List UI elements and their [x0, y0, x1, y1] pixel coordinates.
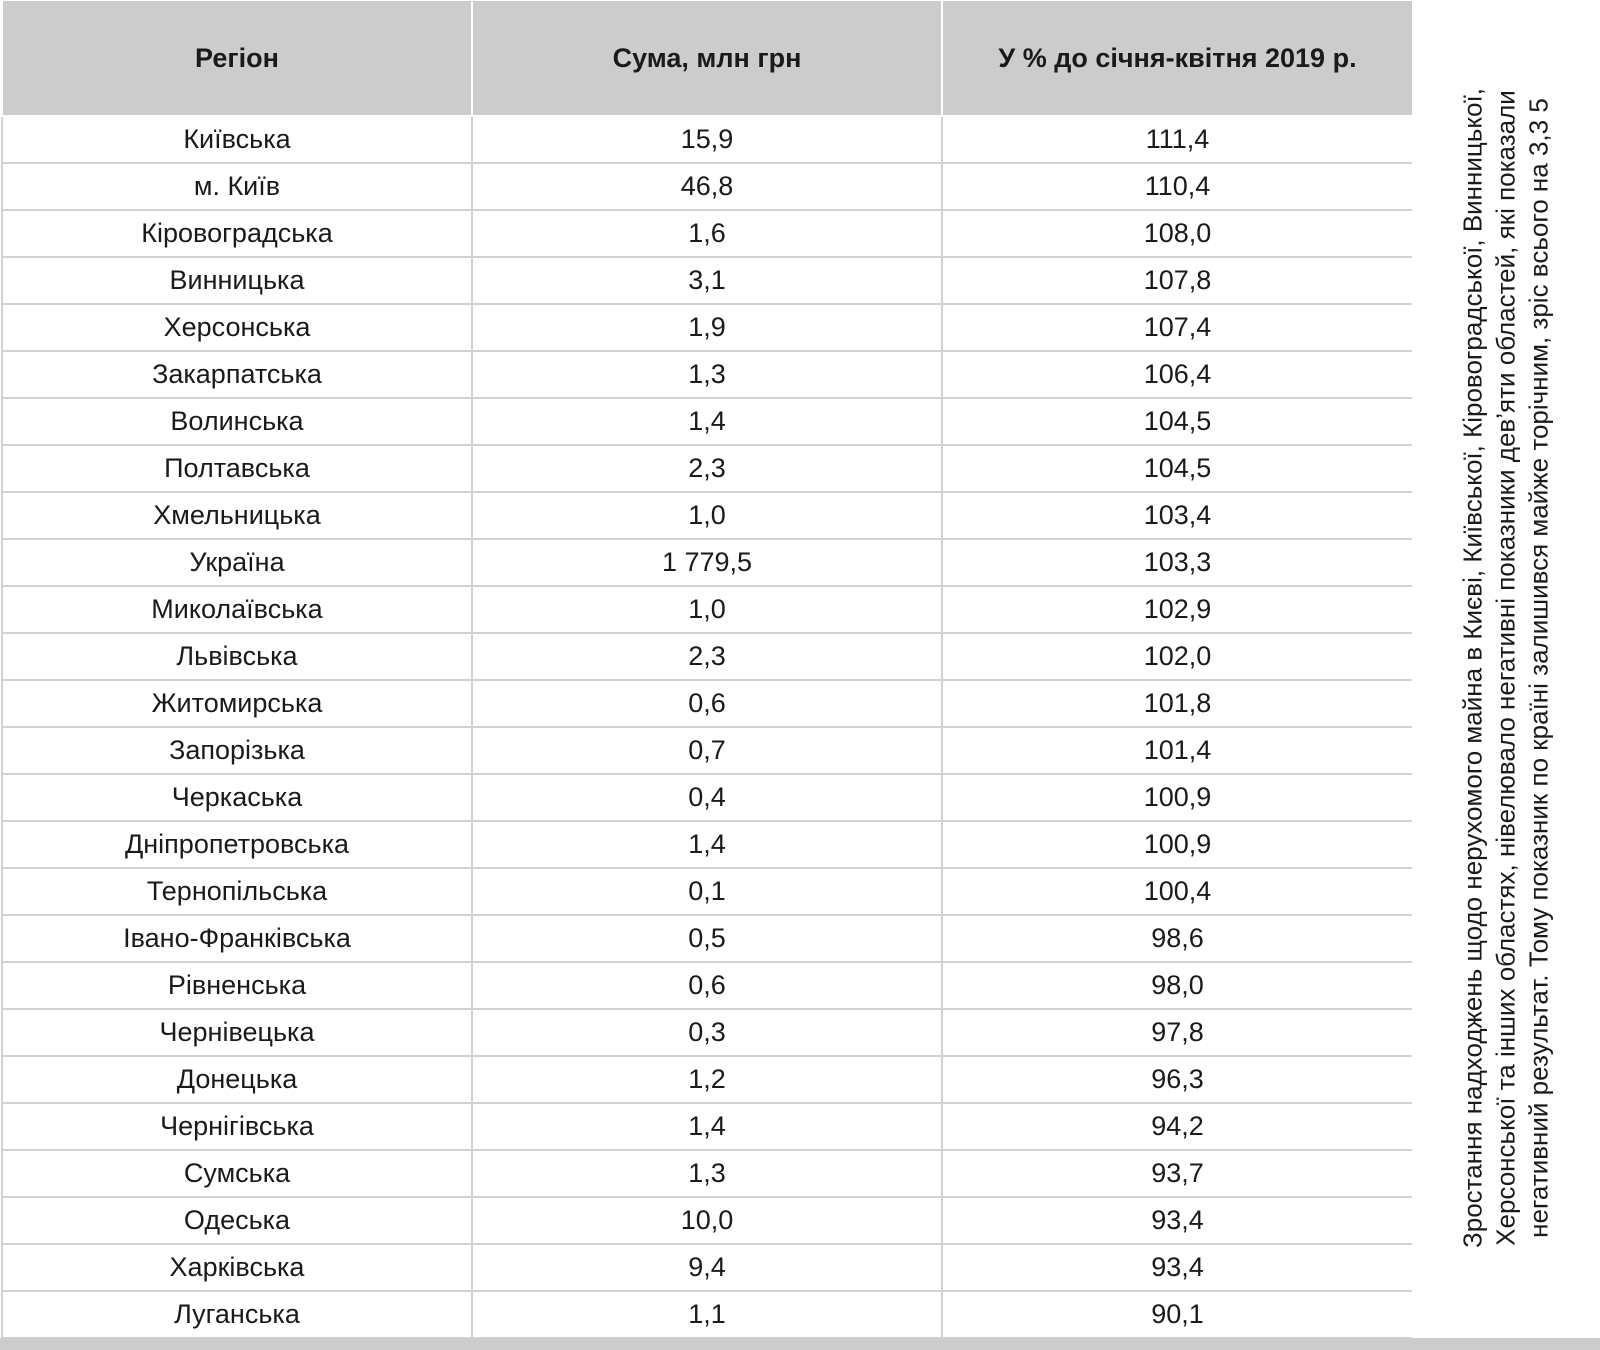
cell-amount: 3,1 [472, 257, 942, 304]
table-row [2, 962, 1413, 1009]
cell-region: Луганська [2, 1291, 472, 1338]
cell-amount: 0,1 [472, 868, 942, 915]
table-row [2, 257, 1413, 304]
cell-percent: 104,5 [942, 445, 1413, 492]
cell-region: Черкаська [2, 774, 472, 821]
cell-region: Кіровоградська [2, 210, 472, 257]
cell-percent: 93,4 [942, 1244, 1413, 1291]
cell-percent: 96,3 [942, 1056, 1413, 1103]
cell-region: Полтавська [2, 445, 472, 492]
cell-amount: 0,6 [472, 962, 942, 1009]
table-row [2, 680, 1413, 727]
cell-region: Рівненська [2, 962, 472, 1009]
side-note-panel [1412, 0, 1600, 1338]
cell-percent: 103,4 [942, 492, 1413, 539]
cell-amount: 0,3 [472, 1009, 942, 1056]
cell-amount: 1,4 [472, 821, 942, 868]
cell-percent: 93,7 [942, 1150, 1413, 1197]
cell-amount: 1,0 [472, 586, 942, 633]
cell-amount: 1,4 [472, 398, 942, 445]
table-row [2, 351, 1413, 398]
cell-region: Львівська [2, 633, 472, 680]
bottom-border [0, 1338, 1600, 1350]
table-row [2, 1150, 1413, 1197]
table-row [2, 915, 1413, 962]
cell-percent: 94,2 [942, 1103, 1413, 1150]
cell-percent: 111,4 [942, 116, 1413, 163]
cell-region: Закарпатська [2, 351, 472, 398]
cell-region: Івано-Франківська [2, 915, 472, 962]
table-row [2, 445, 1413, 492]
cell-amount: 15,9 [472, 116, 942, 163]
column-header-amount: Сума, млн грн [472, 1, 942, 116]
cell-region: Донецька [2, 1056, 472, 1103]
cell-amount: 0,5 [472, 915, 942, 962]
cell-percent: 97,8 [942, 1009, 1413, 1056]
table-row [2, 210, 1413, 257]
table-row [2, 304, 1413, 351]
table-body [2, 116, 1413, 1338]
table-row [2, 633, 1413, 680]
side-note-text: Зростання надходжень щодо нерухомого майна в Києві, Київської, Кіровоградської, Винницької, Херсонської та інших областях, нівелювало негативні показники дев’яти областей, які показали негативний результат. Тому показник по країні залишився майже торічним, зріс всього на 3,3 5 [1457, 88, 1554, 1248]
cell-percent: 93,4 [942, 1197, 1413, 1244]
cell-amount: 0,4 [472, 774, 942, 821]
cell-percent: 107,4 [942, 304, 1413, 351]
cell-amount: 1,6 [472, 210, 942, 257]
cell-region: Україна [2, 539, 472, 586]
cell-percent: 110,4 [942, 163, 1413, 210]
cell-region: Чернігівська [2, 1103, 472, 1150]
cell-percent: 108,0 [942, 210, 1413, 257]
cell-amount: 1,0 [472, 492, 942, 539]
cell-percent: 102,0 [942, 633, 1413, 680]
cell-percent: 100,4 [942, 868, 1413, 915]
cell-region: Волинська [2, 398, 472, 445]
cell-region: Київська [2, 116, 472, 163]
cell-amount: 1,2 [472, 1056, 942, 1103]
cell-region: Запорізька [2, 727, 472, 774]
cell-amount: 1,4 [472, 1103, 942, 1150]
cell-amount: 1,3 [472, 351, 942, 398]
table-row [2, 116, 1413, 163]
cell-percent: 102,9 [942, 586, 1413, 633]
cell-region: Миколаївська [2, 586, 472, 633]
regions-table [1, 1, 1414, 1339]
table-row [2, 1244, 1413, 1291]
table-row [2, 868, 1413, 915]
cell-amount: 1,3 [472, 1150, 942, 1197]
cell-amount: 10,0 [472, 1197, 942, 1244]
cell-region: Сумська [2, 1150, 472, 1197]
cell-region: Дніпропетровська [2, 821, 472, 868]
cell-amount: 2,3 [472, 445, 942, 492]
cell-percent: 101,4 [942, 727, 1413, 774]
column-header-region: Регіон [2, 1, 472, 116]
cell-amount: 1 779,5 [472, 539, 942, 586]
table-row [2, 1197, 1413, 1244]
cell-region: Житомирська [2, 680, 472, 727]
table-row [2, 1056, 1413, 1103]
table-row [2, 586, 1413, 633]
cell-amount: 0,7 [472, 727, 942, 774]
table-row [2, 539, 1413, 586]
cell-percent: 100,9 [942, 774, 1413, 821]
cell-region: Харківська [2, 1244, 472, 1291]
cell-region: Херсонська [2, 304, 472, 351]
cell-percent: 98,0 [942, 962, 1413, 1009]
cell-region: Чернівецька [2, 1009, 472, 1056]
table-row [2, 163, 1413, 210]
cell-percent: 90,1 [942, 1291, 1413, 1338]
cell-percent: 107,8 [942, 257, 1413, 304]
table-row [2, 492, 1413, 539]
cell-region: Хмельницька [2, 492, 472, 539]
cell-amount: 1,1 [472, 1291, 942, 1338]
table-row [2, 821, 1413, 868]
cell-amount: 0,6 [472, 680, 942, 727]
cell-region: Одеська [2, 1197, 472, 1244]
cell-amount: 2,3 [472, 633, 942, 680]
cell-percent: 101,8 [942, 680, 1413, 727]
cell-region: Винницька [2, 257, 472, 304]
column-header-percent: У % до січня-квітня 2019 р. [942, 1, 1413, 116]
cell-amount: 1,9 [472, 304, 942, 351]
cell-percent: 103,3 [942, 539, 1413, 586]
table-row [2, 727, 1413, 774]
table-row [2, 398, 1413, 445]
cell-amount: 9,4 [472, 1244, 942, 1291]
cell-percent: 100,9 [942, 821, 1413, 868]
table-header [2, 1, 1413, 116]
header-row [2, 1, 1413, 116]
cell-region: м. Київ [2, 163, 472, 210]
table-row [2, 1291, 1413, 1338]
cell-region: Тернопільська [2, 868, 472, 915]
table-row [2, 774, 1413, 821]
table-row [2, 1009, 1413, 1056]
cell-percent: 98,6 [942, 915, 1413, 962]
table-row [2, 1103, 1413, 1150]
cell-amount: 46,8 [472, 163, 942, 210]
cell-percent: 104,5 [942, 398, 1413, 445]
cell-percent: 106,4 [942, 351, 1413, 398]
